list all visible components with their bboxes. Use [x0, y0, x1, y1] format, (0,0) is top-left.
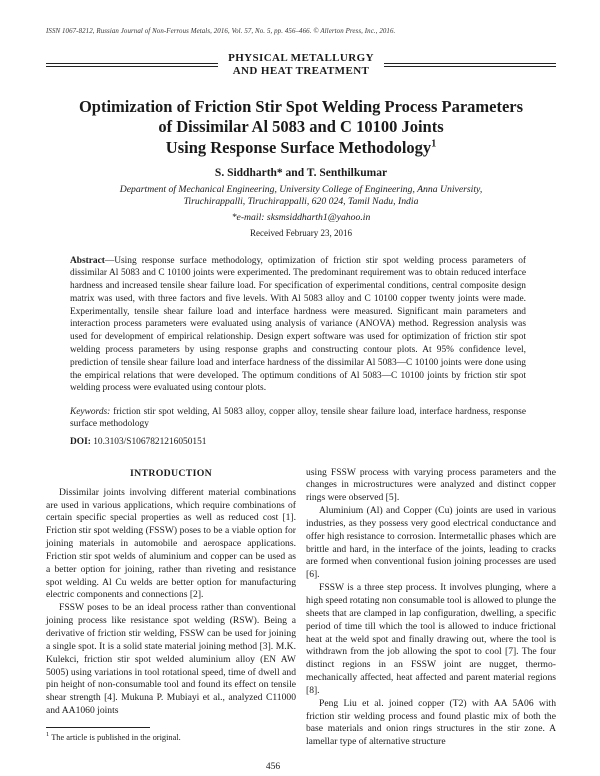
title-footnote-mark: 1 [431, 138, 437, 150]
banner-rule-left [46, 63, 218, 67]
right-column [306, 467, 556, 750]
abstract [70, 255, 526, 396]
email-line: *e-mail: sksmsiddharth1@yahoo.in [231, 211, 371, 223]
body-columns [46, 467, 556, 750]
affiliation [46, 184, 556, 208]
footnote-text: The article is published in the original. [49, 732, 181, 742]
journal-header: ISSN 1067-8212, Russian Journal of Non-Ferrous Metals, 2016, Vol. 57, No. 5, pp. 456–466. © Allerton Press, Inc., 2016. [46, 28, 396, 35]
authors-line: S. Siddharth* and T. Senthilkumar [214, 167, 388, 180]
keywords [70, 406, 526, 430]
right-paragraph-1: using FSSW process with varying process parameters and the changes in microstructures were analyzed and distinct copper rings were observed [5]. [306, 466, 556, 504]
title-line2: of Dissimilar Al 5083 and C 10100 Joints [158, 117, 444, 137]
left-paragraph-1: Dissimilar joints involving different material combinations are used in various applications, which require combinations of certain specific special properties as well as reduced cost [1]. Friction stir spot welding (FSSW) poses to be a viable option for joining materials in automobile and aerospace applications. Friction stir spot welds of aluminium and copper can be used as a better option for joining, rather than riveting and resistance spot welding. Al Cu welds are better option for manufacturing electric components and connections [2]. [46, 486, 296, 601]
section-banner-line1: PHYSICAL METALLURGY [228, 52, 374, 64]
title-line3: Using Response Surface Methodology$^1$ [165, 137, 437, 157]
doi-value: 10.3103/S1067821216050151 [90, 436, 207, 447]
left-paragraph-2: FSSW poses to be an ideal process rather than conventional joining process like resistance spot welding (RSW). Being a derivative of friction stir welding, FSSW can be used for joining a single spot. It is a solid state material joining method [3]. M.K. Kulekci, friction stir spot welded aluminium alloy (EN AW 5005) using variations in tool rotational speed, time of dwell and pin height of non-consumable tool and found its effect on tensile shear strength [4]. Mukuna P. Mubiayi et al., analyzed C11000 and AA1060 joints [46, 602, 296, 717]
footnote-mark: 1 [46, 730, 50, 738]
abstract-label: Abstract [70, 255, 105, 266]
page-number: 456 [265, 762, 281, 773]
abstract-text: —Using response surface methodology, optimization of friction stir spot welding process parameters of dissimilar Al 5083 and C 10100 joints were experimented. The predominant requirement was to obtain reduced interface hardness and increased tensile shear failure load. For specification of experimental conditions, central composite design matrix was used, with three factors and five levels. With Al 5083 alloy and C 10100 copper twenty joints were made. Experimentally, tensile shear failure load and interface hardness were measured. Significant main parameters and interaction process parameters were evaluated using analysis of variance (ANOVA) method. Regression analysis was used for development of empirical relationship. Design expert software was used for optimization of friction stir spot welding process parameters by using response graphs and constructing contour plots. At 95% confidence level, prediction of tensile shear failure load and interface hardness of the dissimilar Al 5083—C 10100 joints were done using the empirical relations that were developed. The optimum conditions of Al 5083—C 10100 joints by friction stir spot welding process were evaluated using contour plots. [70, 255, 526, 394]
page-title [46, 97, 556, 158]
article-footnote [46, 731, 296, 743]
right-paragraph-2: Aluminium (Al) and Copper (Cu) joints are used in various industries, as they possess very good electrical conductance and offer high resistance to corrosion. Intermetallic phases which are brittle and hard, in the interface of the joints, leading to cracks are formed when conventional fusion joining processes are used [6]. [306, 505, 556, 581]
footnote-rule [46, 727, 150, 728]
right-paragraph-3: FSSW is a three step process. It involves plunging, where a high speed rotating non consumable tool is allowed to plunge the sheets that are clamped in lap configuration, dwelling, a specific period of time till which the tool is allowed to induce frictional heat at the weld spot and finally drawing out, where the tool is withdrawn from the job allowing the spot to cool [7]. The four distinct regions in an FSSW joint are nugget, thermo-mechanically affected, heat affected and parent material regions [8]. [306, 582, 556, 696]
section-banner-text [218, 52, 384, 78]
section-banner-line2: AND HEAT TREATMENT [232, 64, 370, 77]
doi-label: DOI: [70, 436, 91, 447]
affiliation-line2: Tiruchirappalli, Tiruchirappalli, 620 024, Tamil Nadu, India [183, 196, 419, 208]
left-column [46, 467, 296, 750]
introduction-heading: INTRODUCTION [130, 467, 212, 479]
keywords-label: Keywords: [70, 407, 111, 418]
keywords-text: friction stir spot welding, Al 5083 alloy, copper alloy, tensile shear failure load, interface hardness, response surface methodology [70, 407, 526, 430]
banner-rule-right [384, 63, 556, 67]
right-paragraph-4: Peng Liu et al. joined copper (T2) with AA 5A06 with friction stir welding process and found plastic mix of both the base materials and onion rings structures in the stir zone. A lamellar type of alternative structure [306, 697, 556, 748]
affiliation-line1: Department of Mechanical Engineering, University College of Engineering, Anna University, [119, 184, 483, 196]
section-banner [46, 52, 556, 78]
title-line1: Optimization of Friction Stir Spot Welding Process Parameters [78, 96, 524, 116]
paper-page [46, 0, 556, 776]
doi [70, 437, 526, 447]
received-date: Received February 23, 2016 [250, 227, 352, 238]
